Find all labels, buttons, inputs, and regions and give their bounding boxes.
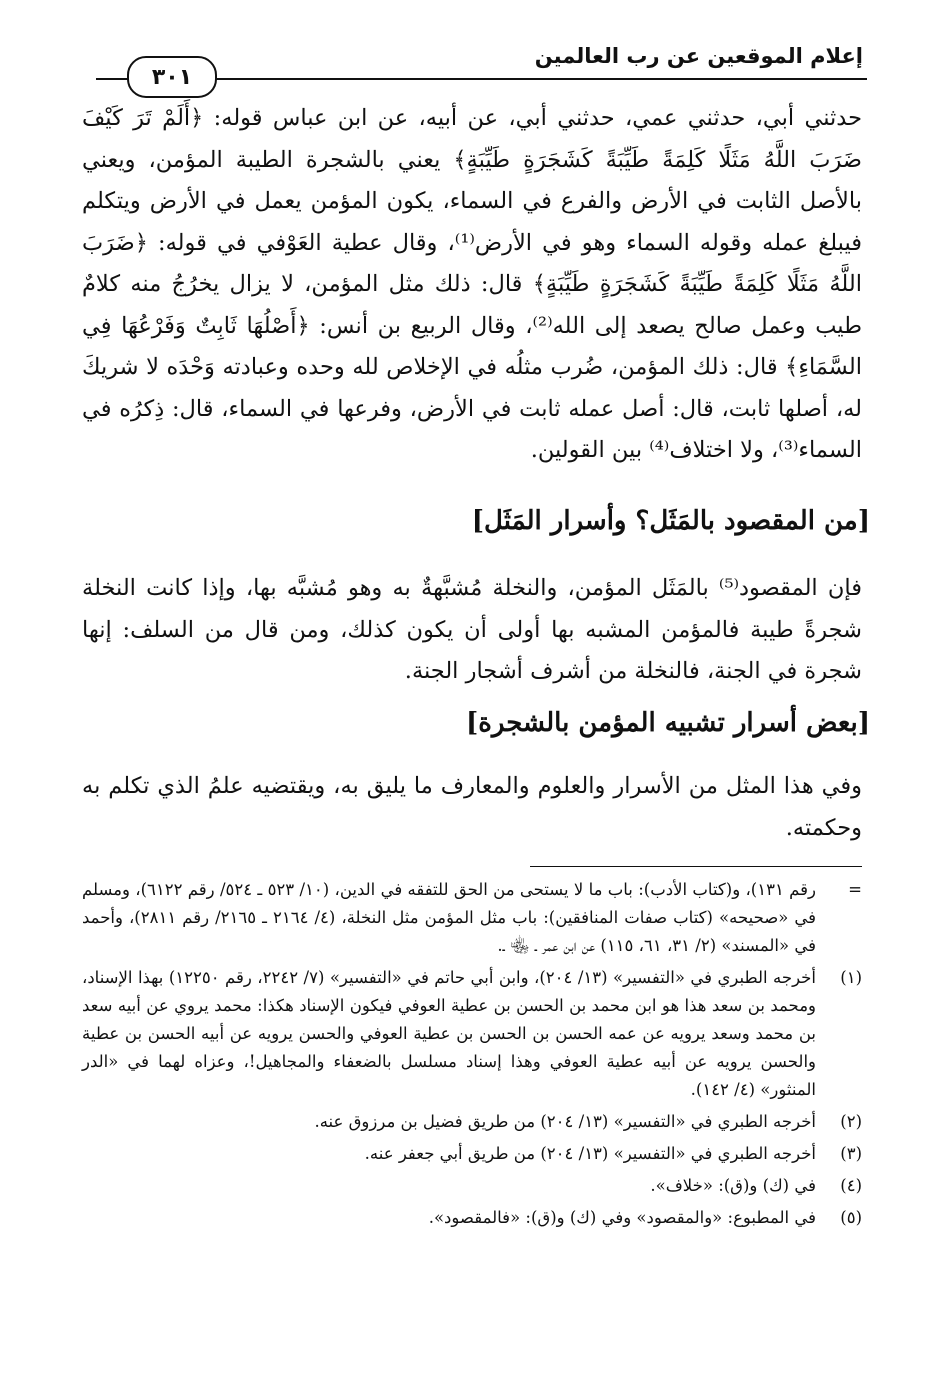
footnote-mark: (٣) [840,1144,862,1163]
paragraph-text: وفي هذا المثل من الأسرار والعلوم والمعارف ما يليق به، ويقتضيه علمُ الذي تكلم به وحكمته. [82,773,862,841]
footnote-text: أخرجه الطبري في «التفسير» (١٣/ ٢٠٤) من طريق فضيل بن مرزوق عنه. [314,1112,816,1131]
footnote-mark: (٢) [840,1112,862,1131]
page-number-badge [127,56,217,98]
footnote-mark: (٤) [840,1176,862,1195]
footnote-4 [82,1172,862,1200]
running-header-title: إعلام الموقعين عن رب العالمين [534,44,863,68]
footnote-text: أخرجه الطبري في «التفسير» (١٣/ ٢٠٤) من طريق أبي جعفر عنه. [364,1144,816,1163]
footnote-text: في (ك) و(ق): «خلاف». [650,1176,816,1195]
section-heading-secrets-of-simile: [بعض أسرار تشبيه المؤمن بالشجرة] [466,708,870,738]
footnote-2 [82,1108,862,1136]
paragraph-text: حدثني أبي، حدثني عمي، حدثني أبي، عن أبيه، عن ابن عباس قوله: ﴿أَلَمْ تَرَ كَيْفَ ضَرَبَ اللَّهُ مَثَلًا كَلِمَةً طَيِّبَةً كَشَجَرَةٍ طَيِّبَةٍ﴾ يعني بالشجرة الطيبة المؤمن، ويعني بالأصل الثابت في الأرض والفرع في السماء، يكون المؤمن يعمل في الأرض ويتكلم فيبلغ عمله وقوله السماء وهو في الأرض⁽¹⁾، وقال عطية العَوْفي في قوله: ﴿ضَرَبَ اللَّهُ مَثَلًا كَلِمَةً طَيِّبَةً كَشَجَرَةٍ طَيِّبَةٍ﴾ قال: ذلك مثل المؤمن، لا يزال يخرُجُ منه كلامٌ طيب وعمل صالح يصعد إلى الله⁽²⁾، وقال الربيع بن أنس: ﴿أَصْلُهَا ثَابِتٌ وَفَرْعُهَا فِي السَّمَاءِ﴾ قال: ذلك المؤمن، ضُرب مثلُه في الإخلاص لله وحده وعبادته وَحْدَه لا شريكَ له، أصلها ثابت، قال: أصل عمله ثابت في الأرض، وفرعها في السماء، قال: ذِكرُه في السماء⁽³⁾، ولا اختلاف⁽⁴⁾ بين القولين. [82,105,862,463]
footnote-3 [82,1140,862,1168]
section-heading-meaning-of-parable: [من المقصود بالمَثَل؟ وأسرار المَثَل] [471,506,870,536]
footnotes [82,876,862,1232]
footnote-5 [82,1204,862,1232]
footnote-text: في المطبوع: «والمقصود» وفي (ك) و(ق): «فالمقصود». [428,1208,816,1227]
footnote-text: أخرجه الطبري في «التفسير» (١٣/ ٢٠٤)، وابن أبي حاتم في «التفسير» (٧/ ٢٢٤٢، رقم ١٢٢٥٠) بهذا الإسناد، ومحمد بن سعد هذا هو ابن محمد بن الحسن بن عطية العوفي فيكون الإسناد هكذا: محمد يروي عن أبيه سعد بن محمد وسعد يرويه عن عمه الحسن بن الحسن بن عطية العوفي والحسن يرويه عن أبيه الحسن بن عطية والحسن يرويه عن أبيه عطية العوفي وهذا إسناد مسلسل بالضعفاء والمجاهيل!، وعزاه لهما في «الدر المنثور» (٤/ ١٤٢). [82,968,816,1099]
body-paragraph-2 [82,568,862,693]
footnote-mark: (١) [840,968,862,987]
footnote-1 [82,964,862,1104]
body-paragraph-3 [82,766,862,849]
footnote-mark: = [848,880,862,899]
footnote-mark: (٥) [840,1208,862,1227]
body-paragraph-1 [82,98,862,472]
paragraph-text: فإن المقصود⁽⁵⁾ بالمَثَل المؤمن، والنخلة مُشبَّهةٌ به وهو مُشبَّه بها، وإذا كانت النخلة شجرةً طيبة فالمؤمن المشبه بها أولى أن يكون كذلك، ومن قال من السلف: إنها شجرة في الجنة، فالنخلة من أشرف أشجار الجنة. [82,575,863,684]
footnote-continuation [82,876,862,960]
footnote-text: رقم ١٣١)، و(كتاب الأدب): باب ما لا يستحى من الحق للتفقه في الدين، (١٠/ ٥٢٣ ـ ٥٢٤/ رقم ٦١٢٢)، ومسلم في «صحيحه» (كتاب صفات المنافقين): باب مثل المؤمن مثل النخلة، (٤/ ٢١٦٤ ـ ٢١٦٥/ رقم ٢٨١١)، وأحمد في «المسند» (٢/ ٣١، ٦١، ١١٥) عن ابن عمر ـ ﵄ ـ. [82,880,816,955]
footnote-separator [530,866,862,867]
page-number: ٣٠١ [151,64,193,90]
